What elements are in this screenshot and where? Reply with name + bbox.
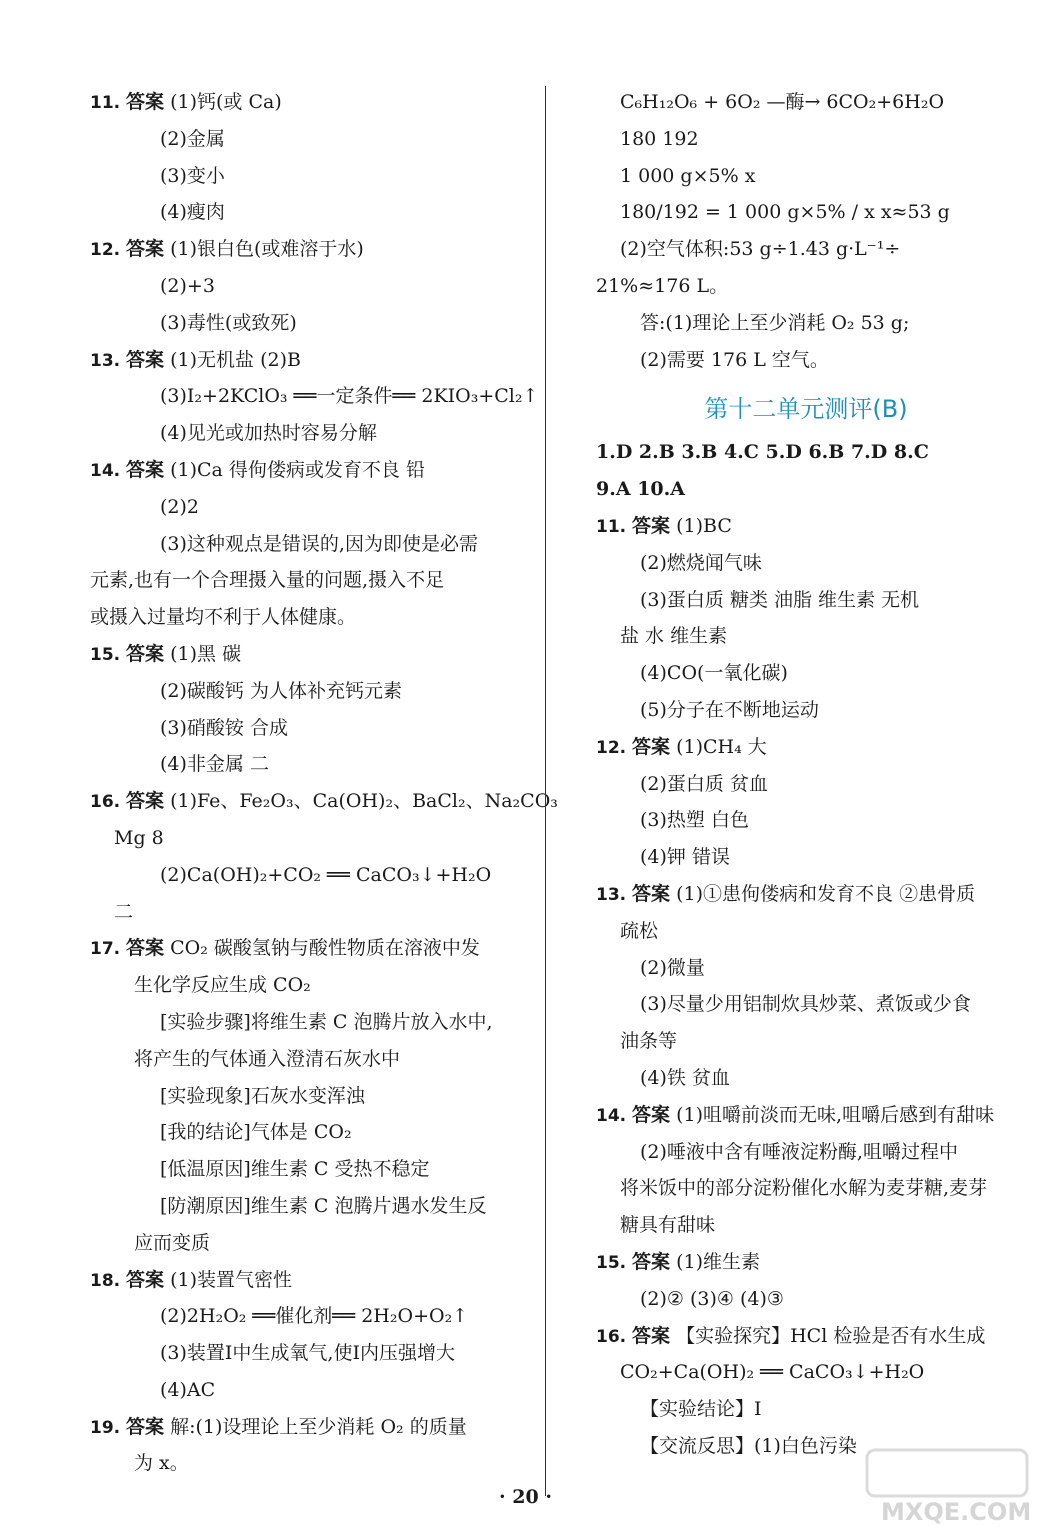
answer-text: 或摄入过量均不利于人体健康。 bbox=[90, 606, 357, 629]
watermark-text: MXQE.COM bbox=[881, 1498, 1032, 1526]
answer-text: [实验步骤]将维生素 C 泡腾片放入水中, bbox=[160, 1010, 493, 1033]
answer-label: 答案 bbox=[126, 238, 165, 261]
answer-line bbox=[596, 1244, 1016, 1281]
answer-line bbox=[90, 746, 530, 783]
answer-text: 油条等 bbox=[620, 1030, 678, 1053]
answer-line bbox=[596, 876, 1016, 913]
answer-line bbox=[90, 342, 530, 379]
answer-text: 21%≈176 L。 bbox=[596, 274, 729, 297]
answer-line bbox=[596, 582, 1016, 619]
answer-line bbox=[90, 1114, 530, 1151]
answer-line bbox=[90, 489, 530, 526]
answer-line bbox=[596, 231, 1016, 268]
answer-text: 糖具有甜味 bbox=[620, 1214, 716, 1237]
answer-text: (2)燃烧闻气味 bbox=[640, 551, 762, 574]
answer-text: (2)需要 176 L 空气。 bbox=[640, 348, 829, 371]
answer-line bbox=[596, 618, 1016, 655]
answer-text: (2)碳酸钙 为人体补充钙元素 bbox=[160, 679, 402, 702]
answer-text: (1)BC bbox=[676, 514, 732, 537]
answer-text: (1)银白色(或难溶于水) bbox=[170, 238, 364, 261]
answer-label: 答案 bbox=[632, 735, 671, 758]
column-divider bbox=[545, 86, 546, 1496]
answer-line bbox=[90, 1409, 530, 1446]
answer-label: 答案 bbox=[126, 1268, 165, 1291]
answer-line bbox=[596, 305, 1016, 342]
answer-text: (2)微量 bbox=[640, 956, 705, 979]
answer-line bbox=[90, 305, 530, 342]
answer-text: 【实验结论】Ⅰ bbox=[640, 1398, 762, 1421]
answer-text: (3)蛋白质 糖类 油脂 维生素 无机 bbox=[640, 588, 920, 611]
answer-text: CO₂ 碳酸氢钠与酸性物质在溶液中发 bbox=[170, 937, 480, 960]
answer-line bbox=[90, 967, 530, 1004]
answer-text: (4)铁 贫血 bbox=[640, 1066, 730, 1089]
answer-text: [实验现象]石灰水变浑浊 bbox=[160, 1084, 365, 1107]
answer-text: [防潮原因]维生素 C 泡腾片遇水发生反 bbox=[160, 1194, 487, 1217]
answer-line bbox=[596, 194, 1016, 231]
answer-line bbox=[596, 1207, 1016, 1244]
answer-text: 盐 水 维生素 bbox=[620, 625, 728, 648]
answer-text: (1)CH₄ 大 bbox=[676, 735, 767, 758]
answer-line bbox=[90, 1041, 530, 1078]
answer-text: [低温原因]维生素 C 受热不稳定 bbox=[160, 1158, 430, 1181]
answer-line bbox=[596, 802, 1016, 839]
answer-text: 解:(1)设理论上至少消耗 O₂ 的质量 bbox=[170, 1415, 467, 1438]
answer-line bbox=[596, 545, 1016, 582]
answer-text: (1)Fe、Fe₂O₃、Ca(OH)₂、BaCl₂、Na₂CO₃ bbox=[170, 790, 558, 813]
question-number: 12. bbox=[596, 737, 633, 758]
answer-text: CO₂+Ca(OH)₂ ══ CaCO₃↓+H₂O bbox=[620, 1361, 925, 1384]
page-number: · 20 · bbox=[499, 1486, 552, 1508]
answer-text: (1)黑 碳 bbox=[170, 642, 242, 665]
answer-text: [我的结论]气体是 CO₂ bbox=[160, 1121, 352, 1144]
answer-line bbox=[90, 783, 558, 820]
answer-text: 180 192 bbox=[620, 127, 699, 150]
answer-text: 疏松 bbox=[620, 919, 659, 942]
answer-text: (3)硝酸铵 合成 bbox=[160, 716, 288, 739]
answer-line bbox=[90, 562, 530, 599]
question-number: 15. bbox=[596, 1252, 633, 1273]
answer-text: (3)毒性(或致死) bbox=[160, 311, 297, 334]
answer-line bbox=[596, 1170, 1016, 1207]
answer-line bbox=[90, 1078, 530, 1115]
answer-text: 将产生的气体通入澄清石灰水中 bbox=[134, 1047, 401, 1070]
answer-line bbox=[90, 894, 530, 931]
answer-text: (1)Ca 得佝偻病或发育不良 铅 bbox=[170, 458, 425, 481]
answer-text: (4)AC bbox=[160, 1378, 216, 1401]
answer-label: 答案 bbox=[126, 348, 165, 371]
answer-text: (3)热塑 白色 bbox=[640, 809, 749, 832]
answer-text: (2)蛋白质 贫血 bbox=[640, 772, 768, 795]
answer-line bbox=[596, 1134, 1016, 1171]
section-title: 第十二单元测评(B) bbox=[704, 395, 908, 424]
answer-text: 应而变质 bbox=[134, 1231, 211, 1254]
answer-line bbox=[596, 268, 1016, 305]
left-column bbox=[90, 84, 558, 1482]
answer-line bbox=[596, 1391, 1016, 1428]
answer-label: 答案 bbox=[632, 882, 671, 905]
answer-text: (4)见光或加热时容易分解 bbox=[160, 422, 377, 445]
answer-line bbox=[596, 655, 1016, 692]
answer-line bbox=[596, 839, 1016, 876]
question-number: 13. bbox=[90, 350, 127, 371]
answer-line bbox=[90, 820, 530, 857]
answer-text: (2)② (3)④ (4)③ bbox=[640, 1287, 784, 1310]
answer-text: (2)Ca(OH)₂+CO₂ ══ CaCO₃↓+H₂O bbox=[160, 863, 492, 886]
question-number: 16. bbox=[90, 792, 127, 813]
answer-text: 【实验探究】HCl 检验是否有水生成 bbox=[676, 1324, 986, 1347]
answer-text: (3)这种观点是错误的,因为即使是必需 bbox=[160, 532, 478, 555]
answer-line bbox=[596, 913, 1016, 950]
answer-line bbox=[90, 84, 530, 121]
answer-label: 答案 bbox=[126, 1415, 165, 1438]
answer-line bbox=[596, 434, 1016, 471]
answer-line bbox=[90, 930, 530, 967]
answer-line bbox=[596, 121, 1016, 158]
answer-text: 元素,也有一个合理摄入量的问题,摄入不足 bbox=[90, 569, 445, 592]
answer-text: (1)①患佝偻病和发育不良 ②患骨质 bbox=[676, 882, 976, 905]
watermark-logo bbox=[863, 1446, 1033, 1526]
answer-line bbox=[90, 121, 530, 158]
answer-line bbox=[90, 1262, 530, 1299]
question-number: 11. bbox=[596, 516, 633, 537]
question-number: 19. bbox=[90, 1417, 127, 1438]
question-number: 15. bbox=[90, 644, 127, 665]
answer-line bbox=[90, 1004, 530, 1041]
answer-label: 答案 bbox=[126, 790, 165, 813]
answer-text: (2)唾液中含有唾液淀粉酶,咀嚼过程中 bbox=[640, 1140, 958, 1163]
question-number: 13. bbox=[596, 884, 633, 905]
answer-label: 答案 bbox=[126, 91, 165, 113]
answer-line bbox=[90, 1372, 530, 1409]
answer-line bbox=[596, 158, 1016, 195]
answer-label: 答案 bbox=[632, 1250, 671, 1273]
right-column bbox=[596, 84, 1016, 1465]
answer-text: 生化学反应生成 CO₂ bbox=[134, 974, 311, 997]
answer-line bbox=[596, 84, 1016, 121]
answer-line bbox=[90, 1151, 530, 1188]
question-number: 11. bbox=[90, 93, 127, 113]
answer-line bbox=[90, 378, 539, 415]
right-top-solution bbox=[596, 84, 1016, 378]
answer-line bbox=[90, 1445, 530, 1482]
answer-label: 答案 bbox=[126, 937, 165, 960]
answer-text: (2)空气体积:53 g÷1.43 g·L⁻¹÷ bbox=[620, 238, 901, 261]
answer-text: (1)装置气密性 bbox=[170, 1268, 293, 1291]
answer-line bbox=[90, 452, 530, 489]
answer-text: (3)变小 bbox=[160, 164, 225, 187]
answer-text: (2)2H₂O₂ ══催化剂══ 2H₂O+O₂↑ bbox=[160, 1305, 469, 1328]
answer-text: C₆H₁₂O₆ + 6O₂ —酶→ 6CO₂+6H₂O bbox=[620, 91, 945, 113]
answer-text: 【交流反思】(1)白色污染 bbox=[640, 1434, 857, 1457]
answer-text: 二 bbox=[114, 900, 134, 923]
question-number: 12. bbox=[90, 240, 127, 261]
answer-text: 1 000 g×5% x bbox=[620, 164, 756, 187]
answer-text: 9.A 10.A bbox=[596, 478, 685, 501]
answer-text: (5)分子在不断地运动 bbox=[640, 698, 819, 721]
answer-line bbox=[596, 1354, 1016, 1391]
answer-text: 将米饭中的部分淀粉催化水解为麦芽糖,麦芽 bbox=[620, 1177, 988, 1200]
question-number: 14. bbox=[596, 1105, 633, 1126]
answer-line bbox=[596, 950, 1016, 987]
answer-text: (2)金属 bbox=[160, 127, 225, 150]
answer-line bbox=[90, 526, 530, 563]
answer-line bbox=[90, 415, 530, 452]
answer-text: (3)尽量少用铝制炊具炒菜、煮饭或少食 bbox=[640, 993, 971, 1016]
question-number: 14. bbox=[90, 460, 127, 481]
answer-line bbox=[90, 710, 530, 747]
answer-line bbox=[596, 471, 1016, 508]
answer-line bbox=[90, 1335, 530, 1372]
answer-text: 180/192 = 1 000 g×5% / x x≈53 g bbox=[620, 201, 950, 224]
answer-line bbox=[596, 1060, 1016, 1097]
answer-text: Mg 8 bbox=[114, 826, 164, 849]
answer-text: 答:(1)理论上至少消耗 O₂ 53 g; bbox=[640, 311, 910, 334]
answer-line bbox=[596, 986, 1016, 1023]
answer-line bbox=[596, 1097, 1016, 1134]
answer-line bbox=[90, 1298, 530, 1335]
answer-line bbox=[90, 857, 530, 894]
answer-text: (2)2 bbox=[160, 495, 200, 518]
answer-line bbox=[596, 508, 1016, 545]
answer-line bbox=[596, 1281, 1016, 1318]
answer-line bbox=[596, 729, 1016, 766]
question-number: 17. bbox=[90, 939, 127, 960]
answer-label: 答案 bbox=[126, 458, 165, 481]
answer-text: (3)I₂+2KClO₃ ══一定条件══ 2KIO₃+Cl₂↑ bbox=[160, 385, 539, 408]
answer-line bbox=[90, 599, 530, 636]
answer-text: (4)钾 错误 bbox=[640, 846, 730, 869]
question-number: 18. bbox=[90, 1270, 127, 1291]
answer-line bbox=[90, 636, 530, 673]
answer-line bbox=[90, 1225, 530, 1262]
answer-line bbox=[90, 194, 530, 231]
answer-line bbox=[596, 692, 1016, 729]
answer-line bbox=[90, 673, 530, 710]
answer-line bbox=[596, 766, 1016, 803]
answer-line bbox=[90, 158, 530, 195]
answer-text: (4)非金属 二 bbox=[160, 753, 269, 776]
answer-text: (1)咀嚼前淡而无味,咀嚼后感到有甜味 bbox=[676, 1103, 995, 1126]
question-number: 16. bbox=[596, 1326, 633, 1347]
answer-text: 1.D 2.B 3.B 4.C 5.D 6.B 7.D 8.C bbox=[596, 441, 929, 464]
answer-line bbox=[596, 342, 1016, 379]
answer-line bbox=[90, 231, 530, 268]
answer-line bbox=[596, 1023, 1016, 1060]
answer-text: (1)维生素 bbox=[676, 1250, 761, 1273]
answer-line bbox=[90, 268, 530, 305]
answer-text: (1)无机盐 (2)B bbox=[170, 348, 301, 371]
answer-label: 答案 bbox=[632, 514, 671, 537]
answer-text: 为 x。 bbox=[134, 1452, 189, 1475]
answer-line bbox=[596, 1318, 1016, 1355]
answer-line bbox=[90, 1188, 530, 1225]
answer-label: 答案 bbox=[632, 1324, 671, 1347]
answer-text: (3)装置Ⅰ中生成氧气,使Ⅰ内压强增大 bbox=[160, 1342, 455, 1365]
answer-text: (4)瘦肉 bbox=[160, 201, 225, 224]
right-answers bbox=[596, 434, 1016, 1464]
answer-text: (2)+3 bbox=[160, 274, 215, 297]
answer-label: 答案 bbox=[126, 642, 165, 665]
answer-text: (1)钙(或 Ca) bbox=[170, 91, 282, 113]
answer-label: 答案 bbox=[632, 1103, 671, 1126]
answer-text: (4)CO(一氧化碳) bbox=[640, 662, 788, 685]
